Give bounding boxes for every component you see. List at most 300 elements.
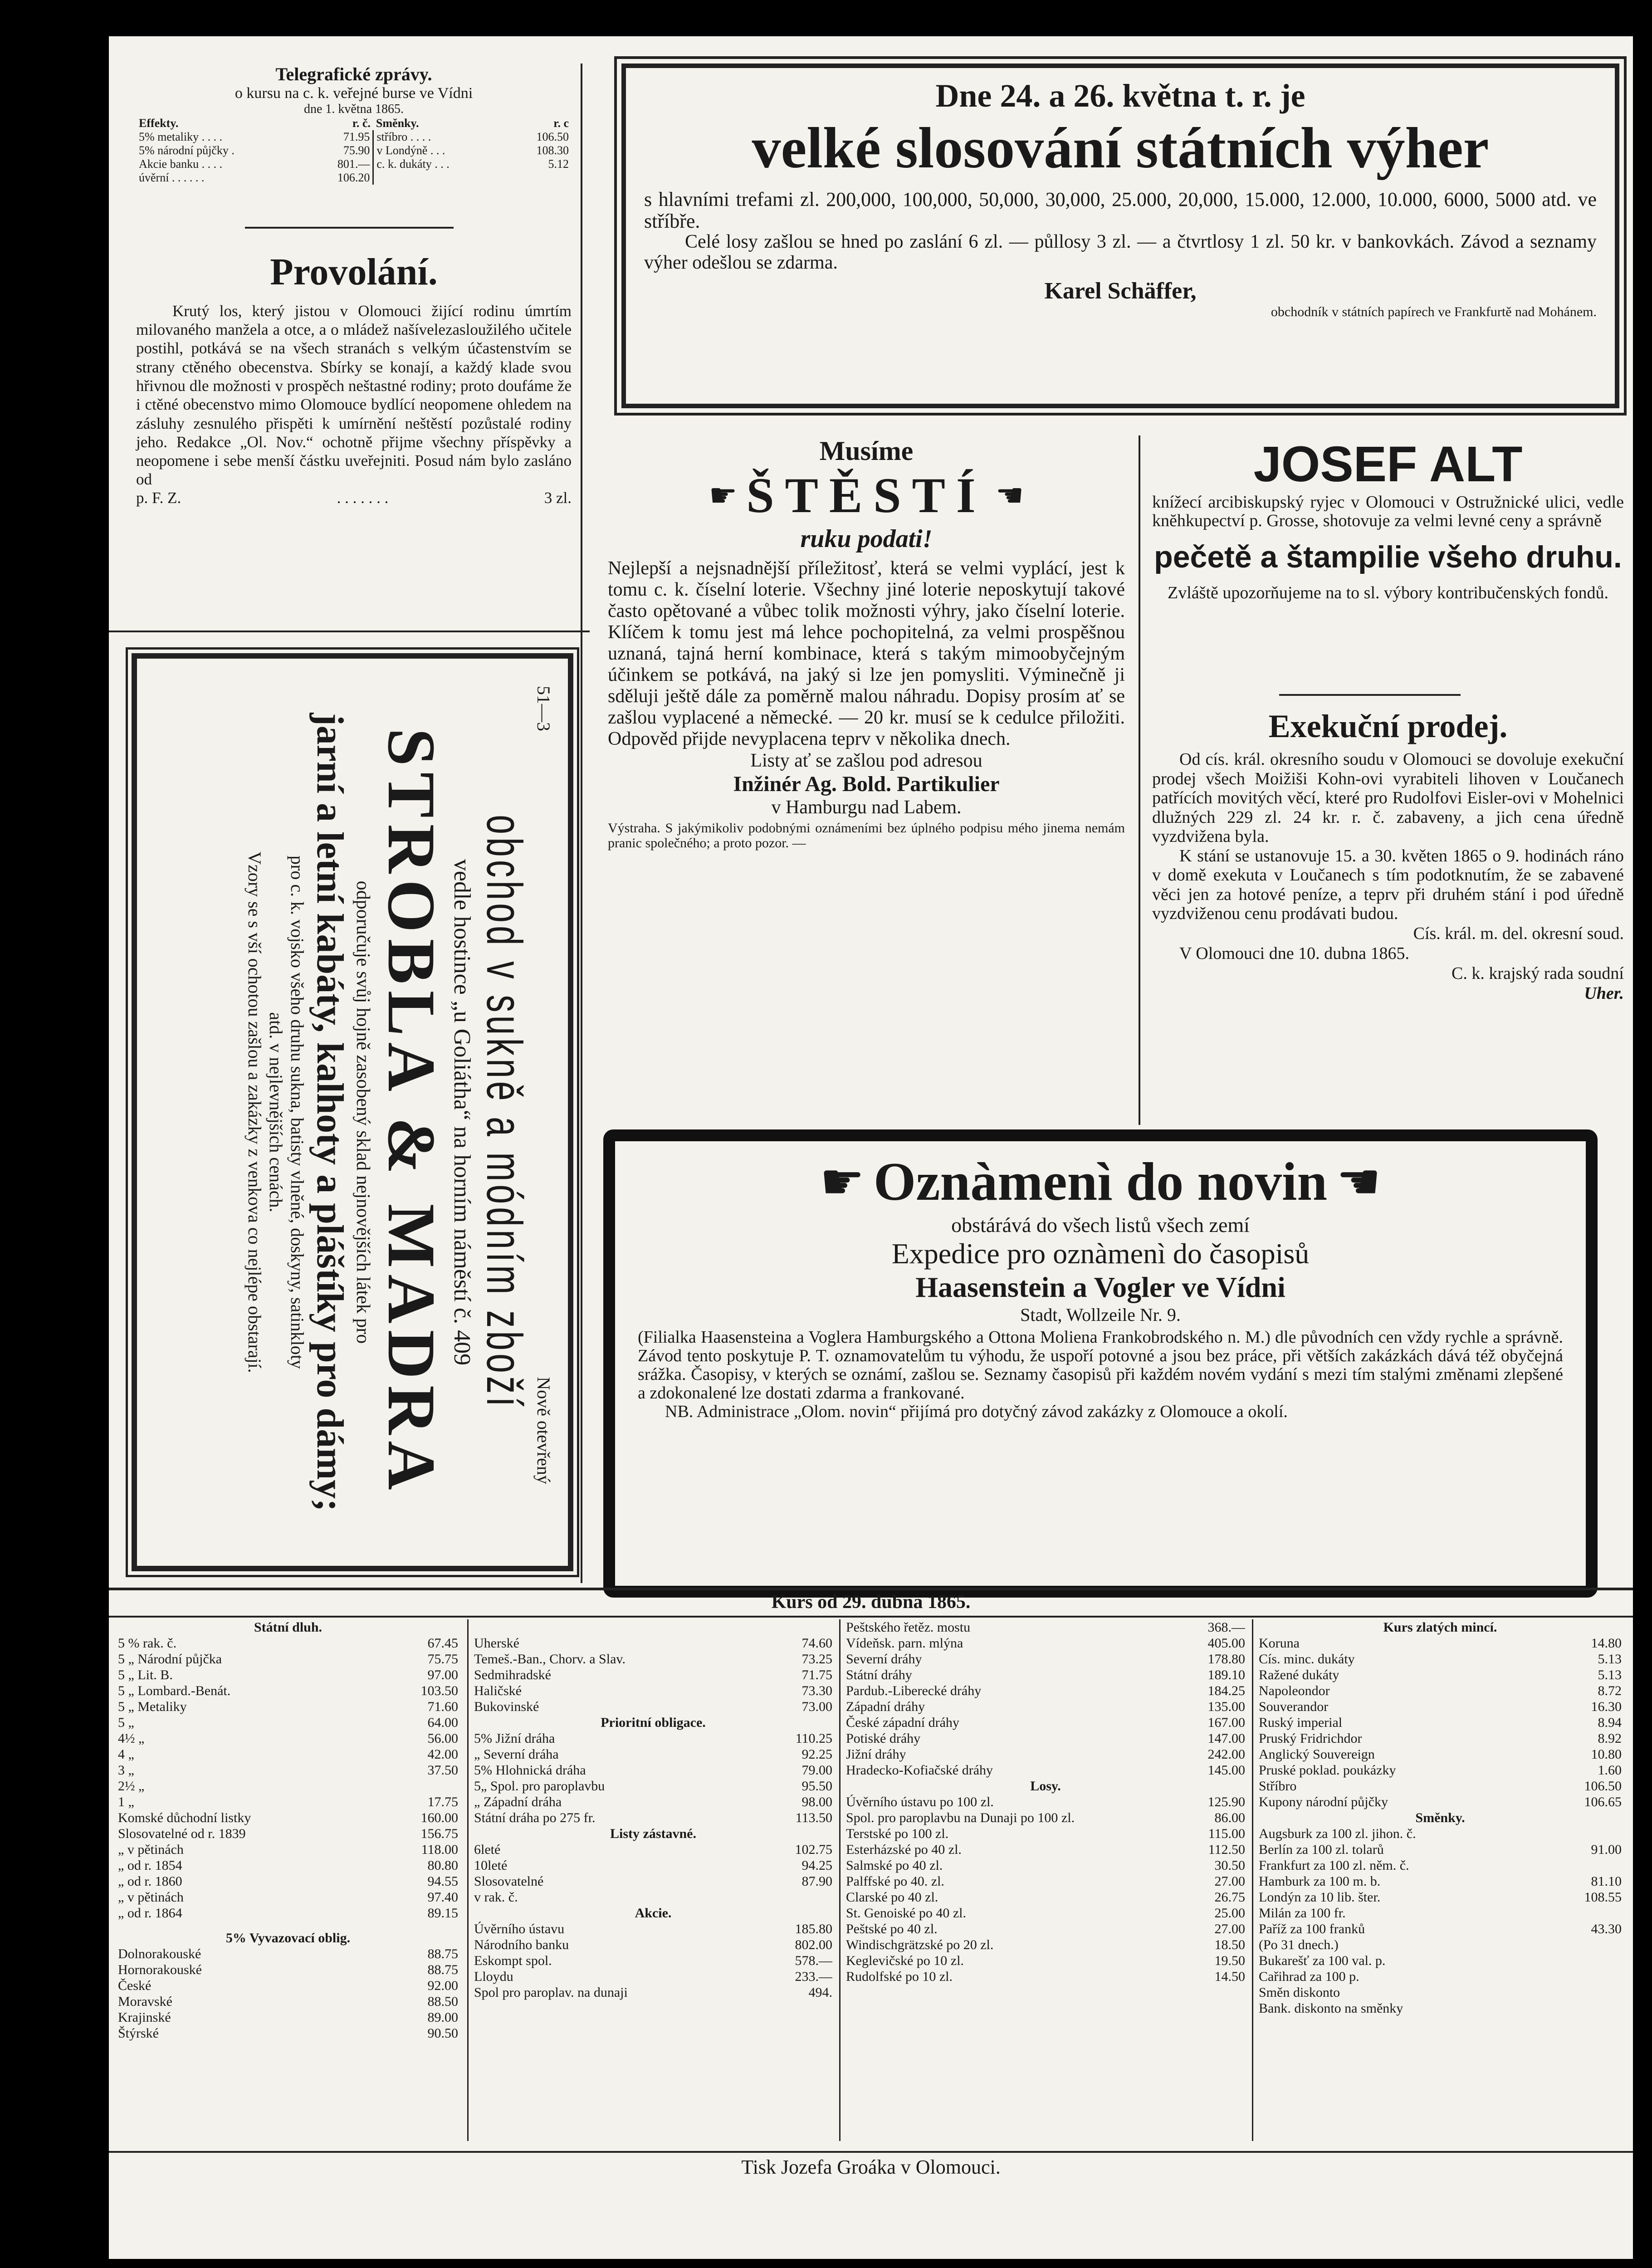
kurs-row (118, 1994, 458, 2009)
exekuce-body: Od cís. král. okresního soudu v Olomouci se dovoluje exekuční prodej všech Moižiši Kohn-ovi vyrabiteli lihoven v Loučanech patřících movitých věcí, které pro Rudolfovi Eisler-ovi v Mohelnici dlužných 229 zl. 24 kr. r. č. zabaveny, a jich cena úředně vyzdvižena byla. (1152, 750, 1624, 846)
divider (109, 1588, 1633, 1590)
kurs-row-label: Hradecko-Kofiačské dráhy (846, 1763, 993, 1778)
kurs-row (1259, 1778, 1622, 1794)
kurs-row-label: Souverandor (1259, 1699, 1329, 1714)
telegraph-head-effects: Effekty. (139, 117, 179, 130)
kurs-row-label: Bukarešť za 100 val. p. (1259, 1953, 1386, 1968)
strobl-ad-name: STROBLA & MADRA (374, 728, 449, 1496)
kurs-row (1259, 1905, 1622, 1921)
kurs-row-label: Frankfurt za 100 zl. něm. č. (1259, 1858, 1409, 1873)
kurs-row-label: Napoleondor (1259, 1683, 1330, 1698)
kurs-row-label: 5% Hlohnická dráha (474, 1763, 586, 1778)
kurs-row-value: 95.50 (802, 1779, 832, 1794)
kurs-row (1259, 1730, 1622, 1746)
strobl-ad-number: 51—3 (533, 686, 554, 731)
kurs-row (1259, 1873, 1622, 1889)
kurs-row (118, 1842, 458, 1857)
stesti-ruku: ruku podati! (800, 525, 933, 553)
strobl-ad-line7: Vzory se s vší ochotou zašlou a zakázky z venkova co nejlépe obstarají. (244, 851, 265, 1373)
kurs-row (474, 1667, 832, 1683)
exekuce-date: V Olomouci dne 10. dubna 1865. (1179, 943, 1409, 963)
kurs-col-shares (846, 1619, 1245, 1984)
kurs-row-value: 5.13 (1598, 1652, 1622, 1667)
kurs-priority-head: Prioritní obligace. (601, 1715, 706, 1730)
kurs-row (474, 1842, 832, 1857)
kurs-row-label: „ v pětinách (118, 1842, 184, 1857)
kurs-row-label: 4 „ (118, 1747, 134, 1762)
kurs-row (474, 1651, 832, 1667)
stesti-body: Nejlepší a nejsnadnější příležitosť, která se velmi vyplácí, jest k tomu c. k. číselní loterie. Všechny jiné loterie neposkytují takové často opětované a vůbec tolik možnosti výhry, jako číselní loterie. Klíčem k tomu jest má lehce pochopitelná, za velmi prospěšnou uznaná, tajná herní kombinace, která s takým mimoobyčejným účinkem se potkává, na jaký si lze jen pomysliti. Výminečně ji sděluji ještě dále za poměrně malou náhradu. Dopisy prosím ať se zašlou vyplacené a německé. — 20 kr. musí se k cedulce přiložiti. Odpověd přijde nevyplacena teprv v několika dnech. (608, 558, 1125, 750)
kurs-row-value: 81.10 (1591, 1874, 1622, 1889)
kurs-row-value: 106.65 (1584, 1794, 1622, 1809)
kurs-row-label: Hornorakouské (118, 1962, 202, 1977)
kurs-row-value: 87.90 (802, 1874, 832, 1889)
provolani-body: Krutý los, který jistou v Olomouci žijící rodinu úmrtím milovaného manžela a otce, a o mládež našívelezasloužilého učitele postihl, potkává se na všech stranách s velkým účastenstvím se strany ctěného obecenstva. Sbírky se konají, a každý klade svou hřivnou dle možnosti v prospěch neštastné rodiny; proto doufáme že i ctěné obecenstvo mimo Olomouce bydlící neopomene ohledem na zásluhy zesnulého přispěti k umírnění neštěstí pozůstalé rodiny jeho. Redakce „Ol. Nov.“ ochotně přijme všechny příspěvky a neopomene i sebe menší částku uveřejniti. Posud nám bylo zasláno od (136, 302, 572, 489)
stesti-signature-sub: v Hamburgu nad Labem. (771, 797, 962, 818)
kurs-row-label: Pruský Fridrichdor (1259, 1731, 1362, 1746)
telegraph-head-bills: Směnky. (376, 117, 419, 130)
divider (109, 1616, 1633, 1618)
alt-ad (1152, 435, 1624, 602)
kurs-row-value: 184.25 (1207, 1683, 1245, 1698)
kurs-row-label: Terstské po 100 zl. (846, 1826, 949, 1841)
kurs-row-label: České západní dráhy (846, 1715, 959, 1730)
pointing-hand-right-icon: ☛ (709, 479, 738, 513)
kurs-row-value: 71.75 (802, 1667, 832, 1682)
kurs-shares-head: Akcie. (635, 1906, 672, 1921)
kurs-row-value: 8.94 (1598, 1715, 1622, 1730)
column-divider (467, 1619, 469, 2141)
strobl-ad-line5: pro c. k. vojsko všeho druhu sukna, batisty vlněné, doskyny, satinkloty (287, 855, 308, 1369)
kurs-row (1259, 1762, 1622, 1778)
kurs-row-value: 56.00 (427, 1731, 458, 1746)
kurs-row (846, 1889, 1245, 1905)
column-divider (581, 64, 582, 1583)
divider (109, 2151, 1633, 2153)
kurs-row-label: Bukovinské (474, 1699, 539, 1714)
kurs-row-label: Bank. diskonto na směnky (1259, 2001, 1403, 2016)
kurs-row-label: Sedmihradské (474, 1667, 551, 1682)
kurs-row-value (782, 1889, 832, 1905)
kurs-row-value: 86.00 (1214, 1810, 1245, 1825)
strobl-ad-content (146, 668, 554, 1557)
kurs-row-value (408, 1778, 458, 1794)
kurs-row (118, 1946, 458, 1962)
kurs-row (474, 1873, 832, 1889)
kurs-row-label: Londýn za 10 lib. šter. (1259, 1890, 1381, 1905)
kurs-row (118, 2025, 458, 2041)
strobl-ad-line6: atd. v nejlevnějších cenách. (266, 1012, 286, 1212)
kurs-row (1259, 1921, 1622, 1937)
kurs-row-value: 106.50 (1584, 1779, 1622, 1794)
kurs-row-value: 242.00 (1207, 1747, 1245, 1762)
kurs-row-label: Augsburk za 100 zl. jihon. č. (1259, 1826, 1416, 1841)
kurs-row (118, 1873, 458, 1889)
kurs-row-label: 4½ „ (118, 1731, 145, 1746)
lottery-body2: Celé losy zašlou se hned po zaslání 6 zl. — půllosy 3 zl. — a čtvrtlosy 1 zl. 50 kr. v bankovkách. Závod a seznamy výher odešlou se zdarma. (644, 231, 1597, 273)
kurs-row-label: Berlín za 100 zl. tolarů (1259, 1842, 1384, 1857)
kurs-row-label: Spol. pro paroplavbu na Dunaji po 100 zl. (846, 1810, 1075, 1825)
kurs-row-value: 18.50 (1214, 1937, 1245, 1952)
kurs-row-label: Slosovatelné (474, 1874, 544, 1889)
provolani-amount: 3 zl. (544, 489, 572, 507)
kurs-row-value: 102.75 (795, 1842, 832, 1857)
kurs-row (846, 1715, 1245, 1730)
kurs-row (118, 1978, 458, 1994)
kurs-row-value: 25.00 (1214, 1906, 1245, 1921)
kurs-coins-head: Kurs zlatých mincí. (1383, 1620, 1497, 1635)
kurs-row-value: 108.55 (1584, 1890, 1622, 1905)
kurs-row-value: 97.40 (427, 1890, 458, 1905)
kurs-row (474, 1699, 832, 1715)
kurs-row-label: 1 „ (118, 1794, 134, 1809)
oznameni-nb: NB. Administrace „Olom. novin“ přijímá pro dotyčný závod zakázky z Olomouce a okolí. (665, 1402, 1288, 1422)
telegraph-section (136, 64, 572, 185)
kurs-row-value: 112.50 (1208, 1842, 1245, 1857)
kurs-row-value: 233.— (795, 1969, 832, 1984)
kurs-land-rows (474, 1635, 832, 1715)
telegraph-row: úvěrní . . . . . . 106.20 (136, 171, 572, 185)
kurs-vyvaz-head: 5% Vyvazovací oblig. (225, 1931, 351, 1945)
kurs-row-value: 494. (808, 1985, 832, 2000)
kurs-row-value: 88.50 (427, 1994, 458, 2009)
kurs-row (1259, 1635, 1622, 1651)
kurs-row-value: 16.30 (1591, 1699, 1622, 1714)
kurs-row-label: Cís. minc. dukáty (1259, 1652, 1355, 1667)
kurs-row-label: Jižní dráhy (846, 1747, 906, 1762)
kurs-row-label: Peštského řetěz. mostu (846, 1620, 971, 1635)
oznameni-body: (Filialka Haasensteina a Voglera Hamburgského a Ottona Moliena Frankobrodského n. M.) dle původních cen vždy rychle a správně. Závod tento poskytuje P. T. oznamovatelům tu výhodu, že uspoří potovné a jsou bez práce, při větších zakázkách dává též obyčejná srážka. Časopisy, v kterých se oznámí, zašlou se. Seznamy časopisů při každém novém vydání s mezi tím stalými změnami zlepšené a zdokonalené lze dostati zdarma a frankované. (638, 1328, 1563, 1403)
kurs-row-label: Keglevičské po 10 zl. (846, 1953, 964, 1968)
kurs-row (118, 1730, 458, 1746)
telegraph-subtitle: o kursu na c. k. veřejné burse ve Vídni (235, 85, 473, 102)
kurs-row-value: 178.80 (1207, 1652, 1245, 1667)
kurs-row-value: 185.80 (795, 1921, 832, 1936)
kurs-row (118, 1962, 458, 1978)
kurs-row (474, 1746, 832, 1762)
kurs-row (1259, 1984, 1622, 2000)
kurs-row (1259, 1953, 1622, 1969)
kurs-shares-rows (474, 1921, 832, 2000)
kurs-row-value (1572, 1953, 1622, 1969)
kurs-row (474, 1762, 832, 1778)
kurs-row-value: 1.60 (1598, 1763, 1622, 1778)
kurs-row-label: Anglický Souvereign (1259, 1747, 1375, 1762)
kurs-row-value: 92.00 (427, 1978, 458, 1993)
kurs-row-label: Severní dráhy (846, 1652, 922, 1667)
kurs-row-value: 91.00 (1591, 1842, 1622, 1857)
exekuce-name: Uher. (1584, 983, 1624, 1003)
kurs-row-label: v rak. č. (474, 1890, 518, 1905)
alt-big: pečetě a štampilie všeho druhu. (1154, 540, 1622, 575)
kurs-row-value: 27.00 (1214, 1921, 1245, 1936)
strobl-ad-frame (132, 653, 573, 1571)
kurs-row (846, 1699, 1245, 1715)
kurs-row (1259, 1969, 1622, 1984)
kurs-row (846, 1730, 1245, 1746)
kurs-row-value: 26.75 (1214, 1890, 1245, 1905)
kurs-row-value: 5.13 (1598, 1667, 1622, 1682)
kurs-row-value: 73.25 (802, 1652, 832, 1667)
kurs-col-land (474, 1619, 832, 2000)
kurs-row (474, 1969, 832, 1984)
kurs-row-label: Palffské po 40. zl. (846, 1874, 944, 1889)
kurs-row (846, 1857, 1245, 1873)
oznameni-line1: obstárává do všech listů všech zemí (951, 1213, 1250, 1237)
kurs-row (474, 1984, 832, 2000)
kurs-row-label: Windischgrätzské po 20 zl. (846, 1937, 994, 1952)
kurs-row (1259, 2000, 1622, 2016)
kurs-row (1259, 1651, 1622, 1667)
kurs-row-label: Milán za 100 fr. (1259, 1906, 1346, 1921)
kurs-row-value: 75.75 (427, 1652, 458, 1667)
kurs-row (1259, 1889, 1622, 1905)
kurs-row-value: 368.— (1207, 1620, 1245, 1635)
kurs-bills-rows (1259, 1826, 1622, 2016)
kurs-row-label: Ruský imperial (1259, 1715, 1343, 1730)
kurs-row-value: 10.80 (1591, 1747, 1622, 1762)
kurs-losy-head: Losy. (1030, 1779, 1061, 1794)
kurs-row-value: 156.75 (420, 1826, 458, 1841)
kurs-row-value: 64.00 (427, 1715, 458, 1730)
kurs-row (846, 1667, 1245, 1683)
kurs-row (474, 1857, 832, 1873)
provolani-section (136, 249, 572, 507)
kurs-row-label: 5% Jižní dráha (474, 1731, 555, 1746)
alt-body: knížecí arcibiskupský ryjec v Olomouci v Ostružnické ulici, vedle knĕhkupectví p. Grosse, shotovuje za velmi levné ceny a správně (1152, 493, 1624, 531)
kurs-row-label: 2½ „ (118, 1779, 145, 1794)
newspaper-page (109, 36, 1633, 2259)
kurs-coins-rows (1259, 1635, 1622, 1810)
kurs-row-value (1572, 1937, 1622, 1953)
telegraph-head-rc2: r. c (553, 117, 569, 130)
kurs-row-label: Krajinské (118, 2010, 171, 2025)
telegraph-row: 5% národní půjčky . 75.90 v Londýně . . . 108.30 (139, 144, 569, 157)
kurs-row-label: (Po 31 dnech.) (1259, 1937, 1339, 1952)
strobl-ad-line1: obchod v sukně a módním zboží (476, 815, 532, 1410)
kurs-row-label: Kupony národní půjčky (1259, 1794, 1388, 1809)
stesti-musime: Musíme (819, 436, 914, 466)
kurs-row (118, 1778, 458, 1794)
provolani-dots: . . . . . . . (337, 489, 389, 507)
kurs-row-label: 5 % rak. č. (118, 1636, 177, 1651)
kurs-row-value: 79.00 (802, 1763, 832, 1778)
kurs-row (474, 1921, 832, 1937)
kurs-state-debt-rows (118, 1635, 458, 1921)
kurs-row (118, 2009, 458, 2025)
exekuce-title: Exekuční prodej. (1268, 708, 1508, 744)
kurs-row-label: 5 „ Lit. B. (118, 1667, 173, 1682)
kurs-row (474, 1889, 832, 1905)
kurs-row-value: 80.80 (427, 1858, 458, 1873)
kurs-row (118, 1715, 458, 1730)
provolani-title: Provolání. (270, 251, 438, 293)
kurs-row-label: „ od r. 1854 (118, 1858, 182, 1873)
kurs-row-value: 74.60 (802, 1636, 832, 1651)
kurs-row-label: „ Severní dráha (474, 1747, 559, 1762)
oznameni-line2: Expedice pro oznàmenì do časopisů (891, 1237, 1310, 1270)
kurs-row-value: 37.50 (427, 1763, 458, 1778)
divider (109, 631, 590, 632)
kurs-row-label: Salmské po 40 zl. (846, 1858, 943, 1873)
kurs-row (118, 1746, 458, 1762)
kurs-row-value: 89.15 (427, 1906, 458, 1921)
kurs-row-value (1572, 1857, 1622, 1873)
kurs-bills-head: Směnky. (1415, 1810, 1465, 1825)
kurs-row-value: 89.00 (427, 2010, 458, 2025)
column-divider (1139, 435, 1140, 1125)
strobl-ad-line3: odporučuje svůj hojně zasobený sklad nejnovějších látek pro (352, 880, 373, 1344)
kurs-row-value: 189.10 (1207, 1667, 1245, 1682)
kurs-row (1259, 1667, 1622, 1683)
kurs-row (474, 1937, 832, 1953)
kurs-row-label: „ Západní dráha (474, 1794, 562, 1809)
kurs-row (474, 1778, 832, 1794)
kurs-row (118, 1762, 458, 1778)
kurs-shares2-rows (846, 1619, 1245, 1778)
kurs-row (118, 1905, 458, 1921)
kurs-row-value (1572, 1969, 1622, 1984)
kurs-row-label: Dolnorakouské (118, 1946, 201, 1961)
kurs-row-value: 30.50 (1214, 1858, 1245, 1873)
kurs-row-label: 5„ Spol. pro paroplavbu (474, 1779, 605, 1794)
oznameni-line3: Haasenstein a Vogler ve Vídni (915, 1271, 1285, 1303)
exekuce-adviser: C. k. krajský rada soudní (1452, 963, 1624, 983)
kurs-row-value: 113.50 (795, 1810, 832, 1825)
telegraph-head-rc: r. č. (352, 117, 371, 130)
kurs-row-label: Úvěrního ústavu (474, 1921, 565, 1936)
kurs-row (118, 1889, 458, 1905)
kurs-row-label: 5 „ Lombard.-Benát. (118, 1683, 231, 1698)
kurs-row-label: Potiské dráhy (846, 1731, 921, 1746)
kurs-row-value: 98.00 (802, 1794, 832, 1809)
kurs-row-value: 71.60 (427, 1699, 458, 1714)
kurs-row-value: 147.00 (1207, 1731, 1245, 1746)
kurs-row-label: Eskompt spol. (474, 1953, 552, 1968)
kurs-row (118, 1794, 458, 1810)
kurs-row-label: Temeš.-Ban., Chorv. a Slav. (474, 1652, 626, 1667)
kurs-row (118, 1683, 458, 1699)
lottery-signature: Karel Schäffer, (1044, 278, 1197, 304)
kurs-row-label: České (118, 1978, 152, 1993)
kurs-row-label: „ od r. 1860 (118, 1874, 182, 1889)
kurs-row (1259, 1794, 1622, 1810)
kurs-row-label: Ražené dukáty (1259, 1667, 1339, 1682)
kurs-state-debt-head: Státní dluh. (254, 1620, 323, 1635)
kurs-row (846, 1905, 1245, 1921)
kurs-row-label: 3 „ (118, 1763, 134, 1778)
oznameni-line4: Stadt, Wollzeile Nr. 9. (1020, 1305, 1181, 1325)
kurs-vyvaz-rows (118, 1946, 458, 2041)
lottery-line1: Dne 24. a 26. května t. r. je (935, 78, 1305, 114)
kurs-row (1259, 1857, 1622, 1873)
kurs-row-label: Úvěrního ústavu po 100 zl. (846, 1794, 994, 1809)
kurs-row (118, 1667, 458, 1683)
kurs-row (846, 1937, 1245, 1953)
kurs-row-label: Pardub.-Liberecké dráhy (846, 1683, 982, 1698)
kurs-row-value: 97.00 (427, 1667, 458, 1682)
kurs-row-value: 27.00 (1214, 1874, 1245, 1889)
kurs-row (118, 1635, 458, 1651)
kurs-pledge-rows (474, 1842, 832, 1905)
kurs-row-value (1572, 1826, 1622, 1842)
kurs-row (474, 1635, 832, 1651)
kurs-row (846, 1683, 1245, 1699)
kurs-row-value: 110.25 (795, 1731, 832, 1746)
strobl-ad-line4: jarní a letní kabáty, kalhoty a pláštíky pro dámy; (309, 713, 351, 1512)
kurs-row-label: Koruna (1259, 1636, 1300, 1651)
divider (245, 227, 454, 229)
footer-printer: Tisk Jozefa Groáka v Olomouci. (741, 2156, 1001, 2178)
kurs-row (1259, 1746, 1622, 1762)
kurs-row (846, 1842, 1245, 1857)
kurs-row-value: 118.00 (421, 1842, 458, 1857)
kurs-row-value: 125.90 (1207, 1794, 1245, 1809)
kurs-row-label: Lloydu (474, 1969, 513, 1984)
kurs-col-coins (1259, 1619, 1622, 2016)
kurs-row-value: 802.00 (795, 1937, 832, 1952)
kurs-row-label: Komské důchodní listky (118, 1810, 251, 1825)
kurs-row-value: 73.30 (802, 1683, 832, 1698)
kurs-row-label: 5 „ Národní půjčka (118, 1652, 222, 1667)
kurs-row-label: Národního banku (474, 1937, 569, 1952)
lottery-ad (621, 64, 1619, 408)
kurs-row (846, 1969, 1245, 1984)
provolani-donor: p. F. Z. (136, 489, 181, 507)
kurs-row-value: 42.00 (427, 1747, 458, 1762)
kurs-row-label: Pruské poklad. poukázky (1259, 1763, 1396, 1778)
kurs-row (846, 1635, 1245, 1651)
exekuce-section (1152, 708, 1624, 1003)
kurs-row (118, 1651, 458, 1667)
kurs-row-value: 135.00 (1207, 1699, 1245, 1714)
kurs-row-label: Clarské po 40 zl. (846, 1890, 938, 1905)
telegraph-title: Telegrafické zprávy. (275, 64, 432, 84)
kurs-row (1259, 1699, 1622, 1715)
kurs-row (1259, 1937, 1622, 1953)
kurs-row-value: 88.75 (427, 1962, 458, 1977)
divider (1279, 694, 1461, 696)
kurs-row (846, 1810, 1245, 1826)
kurs-priority-rows (474, 1730, 832, 1826)
kurs-row-value: 8.92 (1598, 1731, 1622, 1746)
kurs-row-label: Paříž za 100 franků (1259, 1921, 1365, 1936)
kurs-row-label: Cařihrad za 100 p. (1259, 1969, 1359, 1984)
kurs-row-value: 103.50 (420, 1683, 458, 1698)
kurs-row (846, 1746, 1245, 1762)
exekuce-court: Cís. král. m. del. okresní soud. (1413, 924, 1624, 943)
pointing-hand-left-icon: ☚ (995, 479, 1024, 513)
oznameni-title: Oznàmenì do novin (873, 1151, 1328, 1212)
kurs-row (1259, 1842, 1622, 1857)
kurs-row (846, 1794, 1245, 1810)
kurs-row-label: „ v pětinách (118, 1890, 184, 1905)
kurs-row (474, 1953, 832, 1969)
stesti-signature: Inžinér Ag. Bold. Partikulier (733, 772, 1000, 797)
stesti-ad (608, 435, 1125, 850)
kurs-row-value: 19.50 (1214, 1953, 1245, 1968)
kurs-losy-rows (846, 1794, 1245, 1984)
kurs-row-value: 145.00 (1207, 1763, 1245, 1778)
kurs-row (118, 1810, 458, 1826)
kurs-row (846, 1873, 1245, 1889)
kurs-row-label: „ od r. 1864 (118, 1906, 182, 1921)
kurs-row-value: 94.55 (427, 1874, 458, 1889)
kurs-row-value: 115.00 (1208, 1826, 1245, 1841)
kurs-row-label: Haličské (474, 1683, 522, 1698)
kurs-row-label: 5 „ Metaliky (118, 1699, 187, 1714)
kurs-row-label: Uherské (474, 1636, 519, 1651)
